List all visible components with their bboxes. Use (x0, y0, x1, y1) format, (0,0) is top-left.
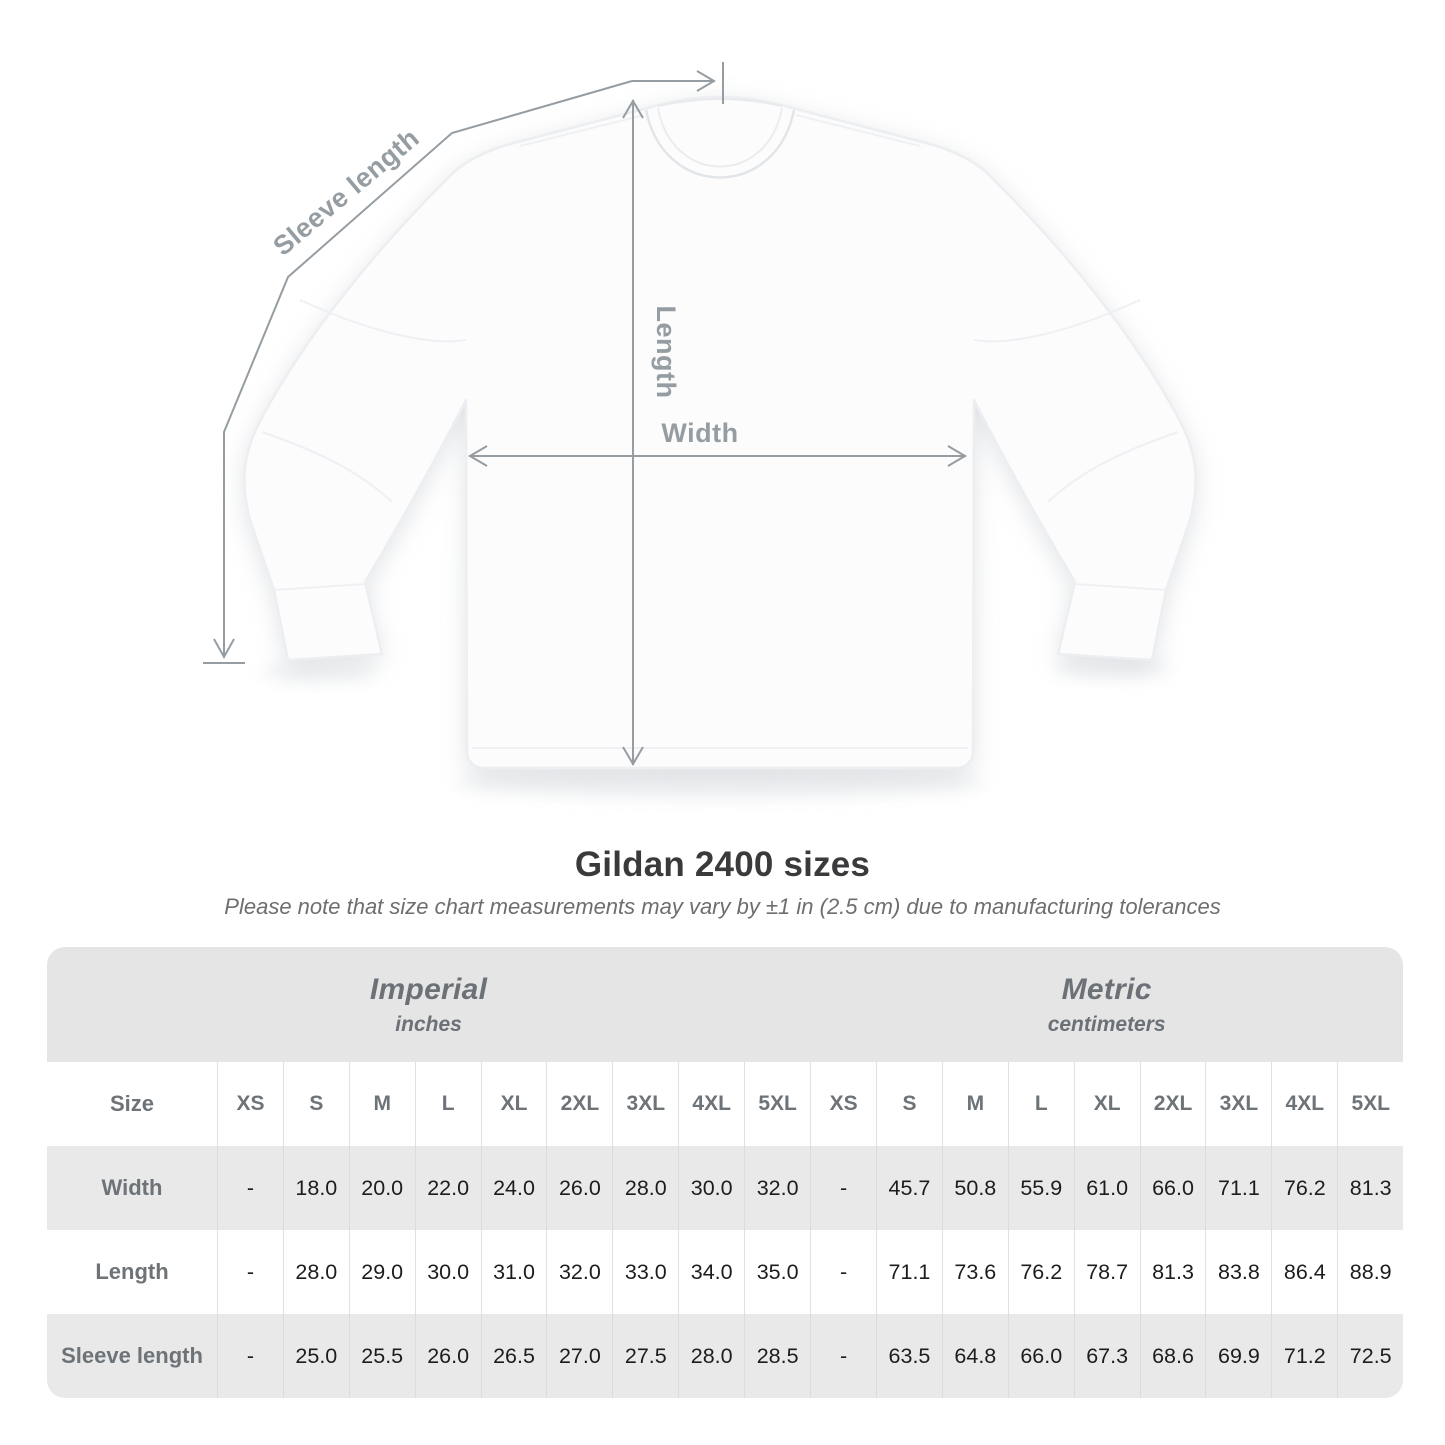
length-label: Length (651, 305, 681, 399)
size-header-metric: XL (1074, 1062, 1140, 1146)
size-header-imperial: 2XL (546, 1062, 612, 1146)
length-metric-value: 76.2 (1008, 1230, 1074, 1314)
width-imperial-value: 26.0 (546, 1146, 612, 1230)
imperial-section-unit: inches (395, 1012, 462, 1036)
unit-section-row (47, 947, 1403, 1062)
length-metric-value: 71.1 (876, 1230, 942, 1314)
sleeve-length-row-label: Sleeve length (47, 1314, 217, 1398)
length-imperial-value: 35.0 (744, 1230, 810, 1314)
width-imperial-value: 32.0 (744, 1146, 810, 1230)
sleeve-imperial-value: 27.5 (612, 1314, 678, 1398)
length-imperial-value: 30.0 (415, 1230, 481, 1314)
sleeve-metric-value: 69.9 (1205, 1314, 1271, 1398)
sleeve-imperial-value: 27.0 (546, 1314, 612, 1398)
size-header-metric: M (942, 1062, 1008, 1146)
size-header-metric: 2XL (1140, 1062, 1206, 1146)
imperial-section-label: Imperial (369, 972, 488, 1006)
width-imperial-value: - (217, 1146, 283, 1230)
width-metric-value: 81.3 (1337, 1146, 1403, 1230)
length-metric-value: 81.3 (1140, 1230, 1206, 1314)
width-metric-value: - (810, 1146, 876, 1230)
length-imperial-value: 33.0 (612, 1230, 678, 1314)
sleeve-imperial-value: 25.5 (349, 1314, 415, 1398)
metric-section-header (810, 947, 1403, 1062)
sleeve-metric-value: 66.0 (1008, 1314, 1074, 1398)
width-imperial-value: 20.0 (349, 1146, 415, 1230)
width-imperial-value: 18.0 (283, 1146, 349, 1230)
length-metric-value: 73.6 (942, 1230, 1008, 1314)
length-metric-value: 88.9 (1337, 1230, 1403, 1314)
size-header-imperial: XS (217, 1062, 283, 1146)
width-metric-value: 66.0 (1140, 1146, 1206, 1230)
size-header-imperial: 4XL (678, 1062, 744, 1146)
sleeve-metric-value: - (810, 1314, 876, 1398)
sleeve-metric-value: 68.6 (1140, 1314, 1206, 1398)
metric-section-label: Metric (1061, 972, 1152, 1006)
width-imperial-value: 22.0 (415, 1146, 481, 1230)
length-row-label: Length (47, 1230, 217, 1314)
size-header-imperial: 5XL (744, 1062, 810, 1146)
size-header-metric: 3XL (1205, 1062, 1271, 1146)
length-imperial-value: 29.0 (349, 1230, 415, 1314)
page-title: Gildan 2400 sizes (574, 845, 871, 884)
width-imperial-value: 28.0 (612, 1146, 678, 1230)
size-header-metric: 5XL (1337, 1062, 1403, 1146)
sleeve-length-label: Sleeve length (267, 122, 426, 262)
width-metric-value: 76.2 (1271, 1146, 1337, 1230)
size-header-metric: L (1008, 1062, 1074, 1146)
width-metric-value: 50.8 (942, 1146, 1008, 1230)
length-metric-value: - (810, 1230, 876, 1314)
length-row (47, 1230, 1403, 1314)
length-imperial-value: 32.0 (546, 1230, 612, 1314)
size-column-header: Size (47, 1062, 217, 1146)
sleeve-metric-value: 71.2 (1271, 1314, 1337, 1398)
size-table-container (47, 947, 1403, 1398)
sleeve-imperial-value: 26.0 (415, 1314, 481, 1398)
length-imperial-value: 31.0 (481, 1230, 547, 1314)
size-header-imperial: XL (481, 1062, 547, 1146)
sleeve-metric-value: 63.5 (876, 1314, 942, 1398)
sleeve-imperial-value: 26.5 (481, 1314, 547, 1398)
width-metric-value: 71.1 (1205, 1146, 1271, 1230)
sleeve-imperial-value: 28.0 (678, 1314, 744, 1398)
size-header-imperial: M (349, 1062, 415, 1146)
length-metric-value: 83.8 (1205, 1230, 1271, 1314)
sleeve-metric-value: 64.8 (942, 1314, 1008, 1398)
size-header-imperial: L (415, 1062, 481, 1146)
length-metric-value: 86.4 (1271, 1230, 1337, 1314)
size-header-row (47, 1062, 1403, 1146)
width-imperial-value: 24.0 (481, 1146, 547, 1230)
size-chart-table (47, 947, 1403, 1398)
imperial-section-header (47, 947, 810, 1062)
sleeve-imperial-value: - (217, 1314, 283, 1398)
width-metric-value: 61.0 (1074, 1146, 1140, 1230)
size-header-imperial: 3XL (612, 1062, 678, 1146)
length-metric-value: 78.7 (1074, 1230, 1140, 1314)
width-label: Width (661, 418, 739, 448)
sleeve-metric-value: 67.3 (1074, 1314, 1140, 1398)
width-row-label: Width (47, 1146, 217, 1230)
length-imperial-value: 34.0 (678, 1230, 744, 1314)
width-imperial-value: 30.0 (678, 1146, 744, 1230)
size-header-imperial: S (283, 1062, 349, 1146)
width-metric-value: 45.7 (876, 1146, 942, 1230)
tolerance-note: Please note that size chart measurements may vary by ±1 in (2.5 cm) due to manufacturing tolerances (224, 894, 1221, 919)
metric-section-unit: centimeters (1047, 1012, 1166, 1036)
sleeve-length-row (47, 1314, 1403, 1398)
size-header-metric: 4XL (1271, 1062, 1337, 1146)
sleeve-imperial-value: 28.5 (744, 1314, 810, 1398)
length-imperial-value: - (217, 1230, 283, 1314)
sleeve-imperial-value: 25.0 (283, 1314, 349, 1398)
width-metric-value: 55.9 (1008, 1146, 1074, 1230)
size-header-metric: S (876, 1062, 942, 1146)
size-header-metric: XS (810, 1062, 876, 1146)
width-row (47, 1146, 1403, 1230)
sleeve-metric-value: 72.5 (1337, 1314, 1403, 1398)
length-imperial-value: 28.0 (283, 1230, 349, 1314)
